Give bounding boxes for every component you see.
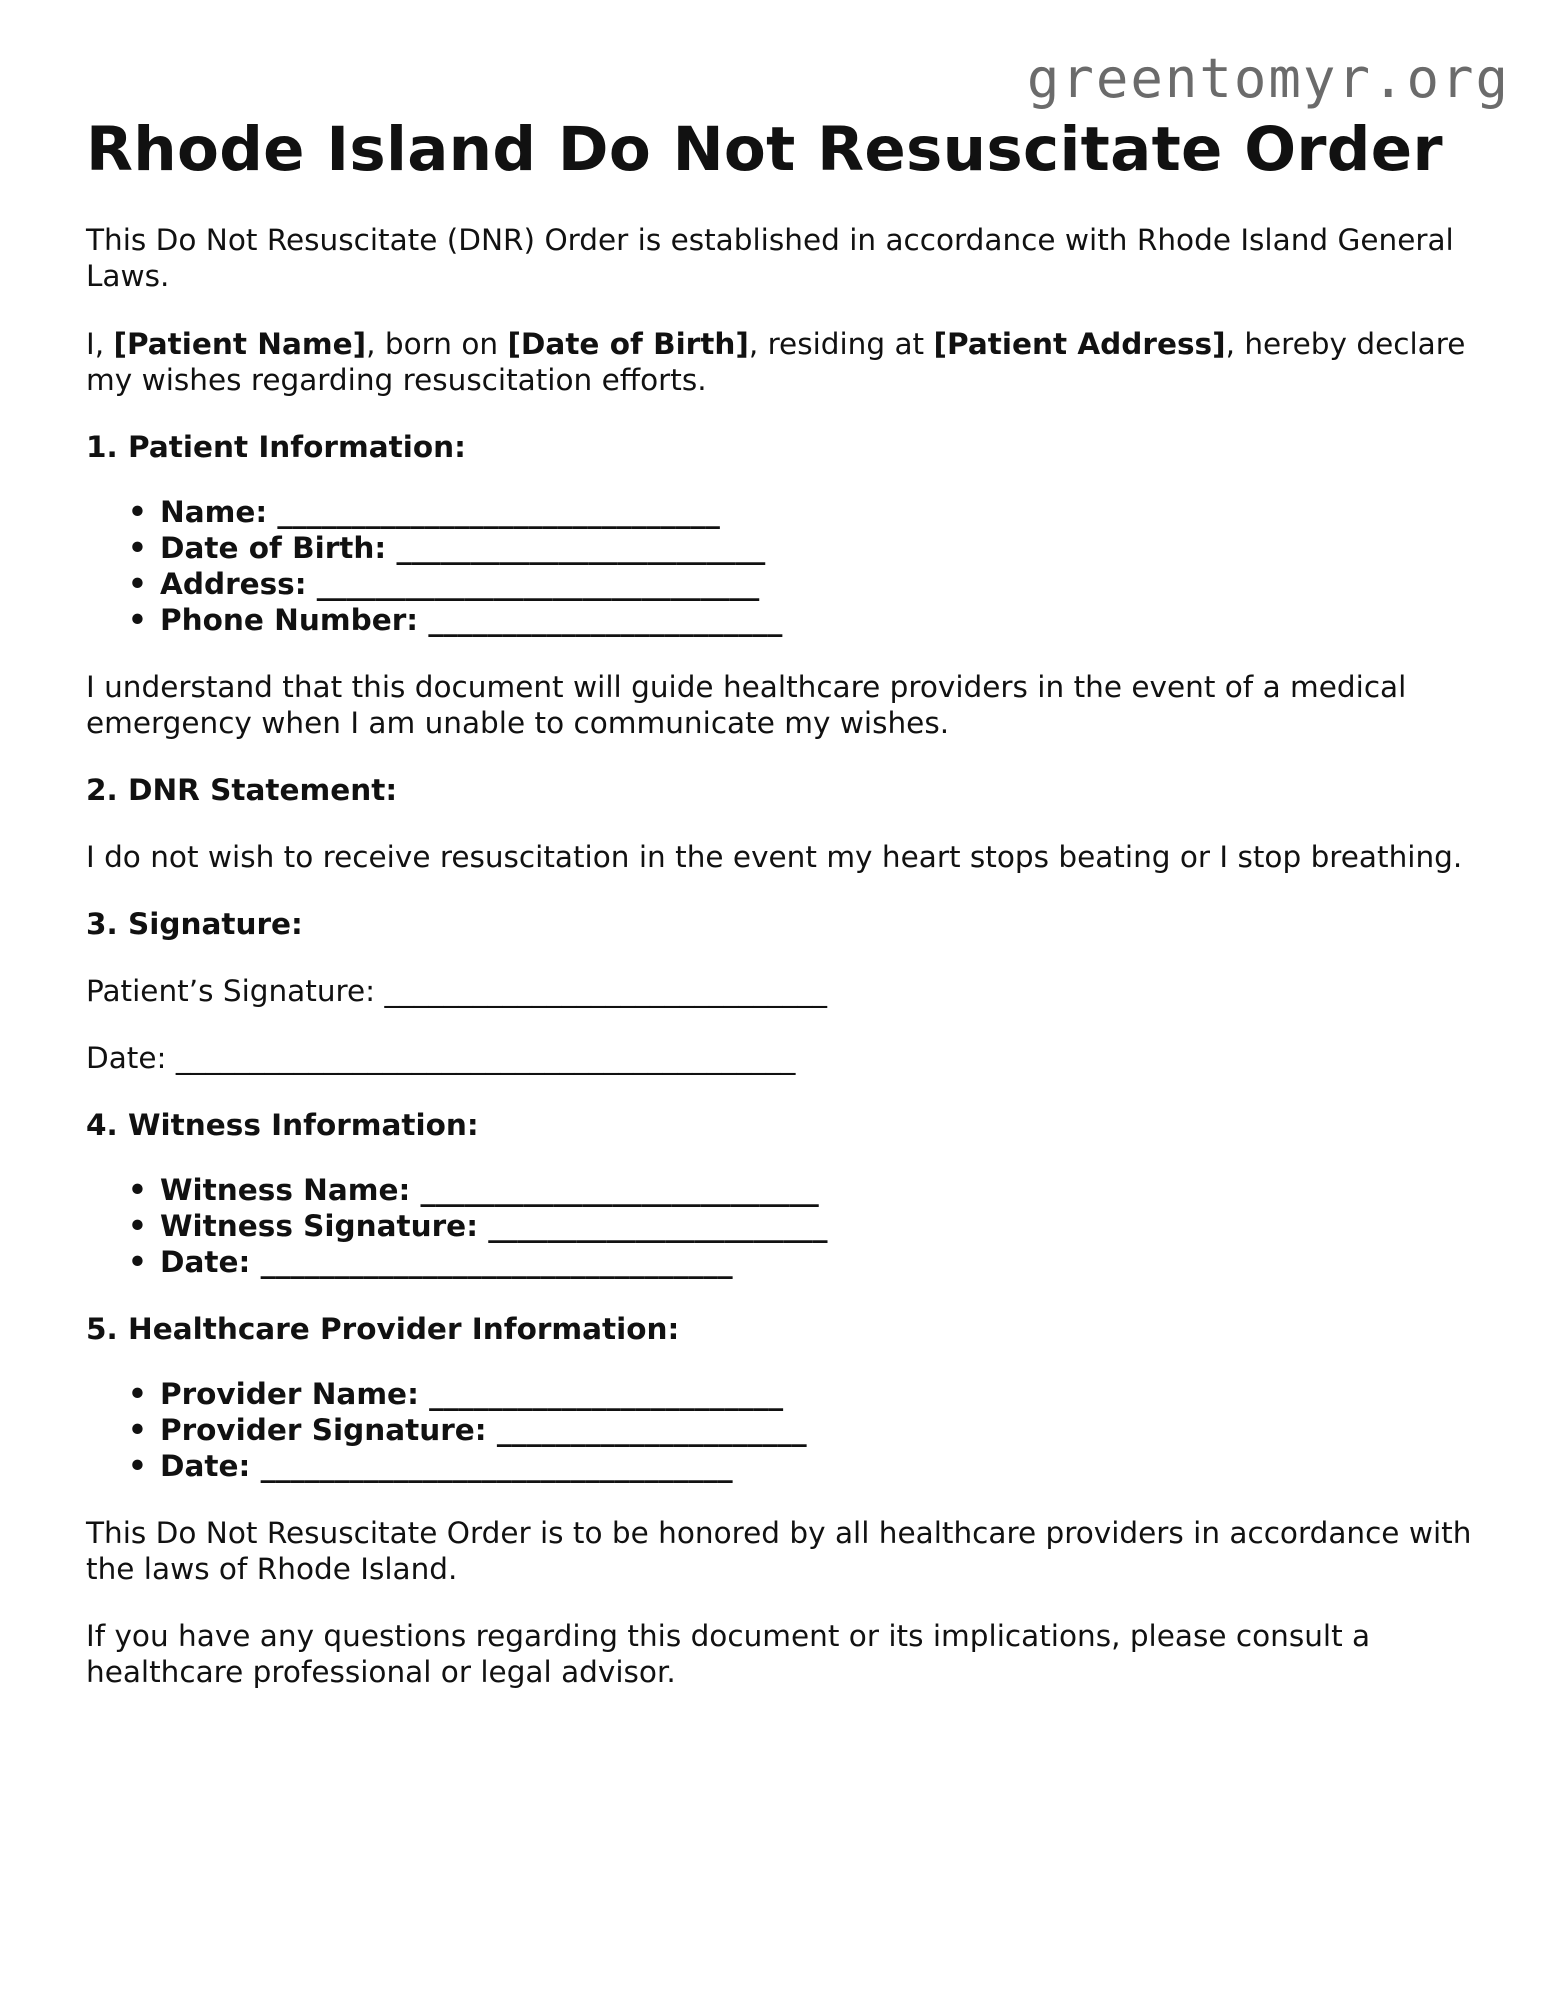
bullet-icon: • [128, 1173, 147, 1207]
list-item [128, 566, 1486, 602]
provider-information-list [86, 1376, 1486, 1484]
understanding-paragraph: I understand that this document will guide healthcare providers in the event of a medical emergency when I am unable to communicate my wishes. [86, 670, 1407, 740]
declaration-residing-at: , residing at [748, 327, 934, 361]
section-provider-information-heading: 5. Healthcare Provider Information: [86, 1312, 680, 1346]
patient-phone-field: Phone Number: ________________________ [160, 603, 783, 637]
list-item [128, 602, 1486, 638]
list-item [128, 1448, 1486, 1484]
section-witness-information-heading: 4. Witness Information: [86, 1108, 479, 1142]
intro-paragraph: This Do Not Resuscitate (DNR) Order is established in accordance with Rhode Island General Laws. [86, 223, 1454, 293]
bullet-icon: • [128, 603, 147, 637]
witness-name-field: Witness Name: ___________________________ [160, 1173, 819, 1207]
provider-date-field: Date: ________________________________ [160, 1449, 733, 1483]
witness-date-field: Date: ________________________________ [160, 1245, 733, 1279]
dnr-statement-paragraph: I do not wish to receive resuscitation in the event my heart stops beating or I stop breathing. [86, 840, 1463, 874]
patient-dob-field: Date of Birth: _________________________ [160, 531, 766, 565]
site-watermark: greentomyr.org [1026, 47, 1510, 110]
list-item [128, 1412, 1486, 1448]
list-item [128, 494, 1486, 530]
list-item [128, 1244, 1486, 1280]
section-patient-information-heading: 1. Patient Information: [86, 430, 466, 464]
list-item [128, 1172, 1486, 1208]
consult-statement-paragraph: If you have any questions regarding this document or its implications, please consult a healthcare professional or legal advisor. [86, 1619, 1371, 1689]
list-item [128, 530, 1486, 566]
bullet-icon: • [128, 531, 147, 565]
bullet-icon: • [128, 495, 147, 529]
bullet-icon: • [128, 1449, 147, 1483]
witness-information-list [86, 1172, 1486, 1280]
bullet-icon: • [128, 1413, 147, 1447]
bullet-icon: • [128, 1377, 147, 1411]
declaration-suffix: , hereby declare my wishes regarding resuscitation efforts. [86, 327, 1466, 397]
patient-name-placeholder: [Patient Name] [113, 327, 367, 361]
list-item [128, 1208, 1486, 1244]
patient-address-placeholder: [Patient Address] [933, 327, 1226, 361]
list-item [128, 1376, 1486, 1412]
provider-name-field: Provider Name: ________________________ [160, 1377, 784, 1411]
patient-information-list [86, 494, 1486, 638]
bullet-icon: • [128, 1209, 147, 1243]
bullet-icon: • [128, 567, 147, 601]
witness-signature-field: Witness Signature: _______________________ [160, 1209, 828, 1243]
patient-address-field: Address: ______________________________ [160, 567, 760, 601]
declaration-prefix: I, [86, 327, 114, 361]
section-dnr-statement-heading: 2. DNR Statement: [86, 773, 398, 807]
declaration-born-on: , born on [366, 327, 508, 361]
date-of-birth-placeholder: [Date of Birth] [507, 327, 749, 361]
bullet-icon: • [128, 1245, 147, 1279]
signature-date-line: Date: __________________________________________ [86, 1041, 796, 1075]
declaration-paragraph [86, 326, 1486, 398]
document-title: Rhode Island Do Not Resuscitate Order [86, 114, 1443, 185]
patient-signature-line: Patient’s Signature: ______________________________ [86, 974, 827, 1008]
document-page [86, 112, 1486, 1690]
patient-name-field: Name: ______________________________ [160, 495, 720, 529]
section-signature-heading: 3. Signature: [86, 907, 303, 941]
honor-statement-paragraph: This Do Not Resuscitate Order is to be honored by all healthcare providers in accordance with the laws of Rhode Island. [86, 1516, 1472, 1586]
provider-signature-field: Provider Signature: _____________________ [160, 1413, 807, 1447]
